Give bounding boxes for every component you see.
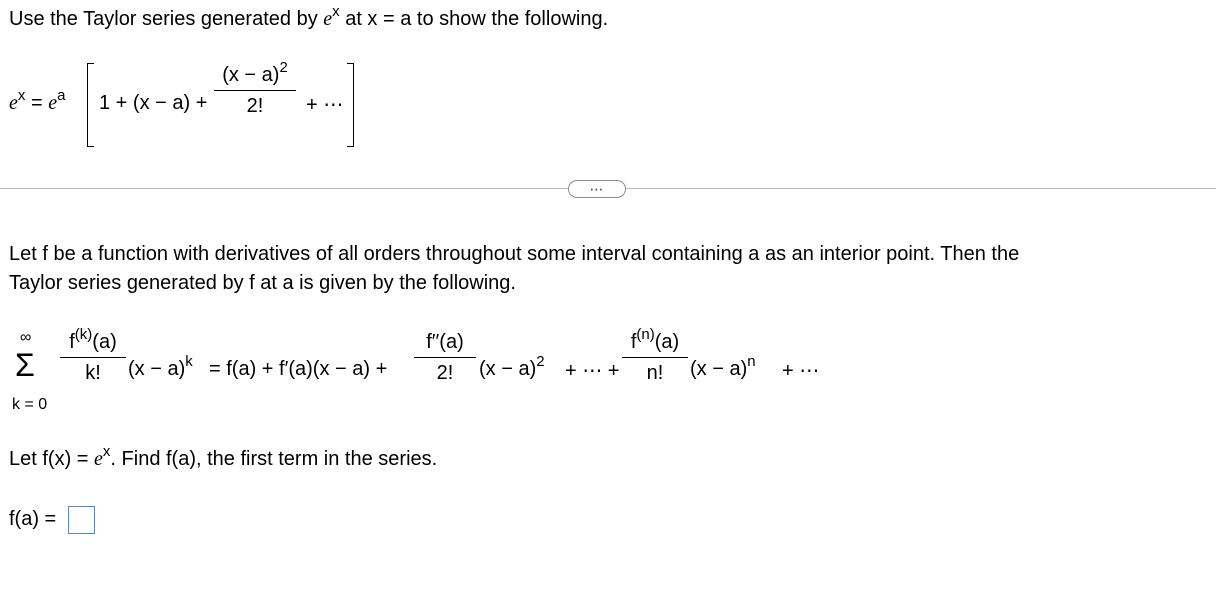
identity-lhs-e: e — [9, 92, 18, 114]
identity-fraction — [214, 59, 296, 118]
series-fraction-n — [622, 326, 688, 385]
series-term-k: $(x - a)^k$ — [128, 353, 193, 380]
series-expansion-start: = f(a) + f′(a)(x − a) + — [209, 358, 388, 380]
identity-lhs-x: x — [17, 87, 26, 104]
definition-line-2: Taylor series generated by f at a is given by the following. — [9, 272, 516, 294]
identity-fraction-denominator: 2! — [246, 95, 264, 117]
right-bracket — [347, 63, 354, 147]
answer-label: f(a) = — [9, 508, 57, 530]
identity-fraction-exponent: 2 — [279, 59, 288, 76]
ellipsis-icon: ⋯ — [589, 181, 605, 197]
series-fraction-k-bar — [60, 357, 126, 358]
series-term-k-exponent: k — [185, 353, 193, 370]
question-e: e — [94, 448, 103, 470]
series-term-n-exponent: n — [747, 353, 756, 370]
series-fraction-k-numerator: $f^{(k)}(a)$ — [69, 326, 117, 353]
identity-rhs-e: e — [48, 92, 58, 114]
intro-text — [9, 3, 609, 31]
identity-fraction-numerator: $(x - a)^2$ — [222, 59, 288, 86]
series-fraction-k — [60, 326, 126, 385]
series-fraction-second-denominator: 2! — [436, 362, 454, 384]
series-term-n: $(x - a)^n$ — [690, 353, 756, 380]
question-x-superscript: x — [102, 443, 111, 460]
series-fraction-n-bar — [622, 357, 688, 358]
sum-symbol: Σ — [15, 347, 35, 383]
series-fraction-n-denominator: n! — [646, 362, 664, 384]
identity-lhs — [9, 87, 66, 115]
series-fraction-second-bar — [414, 357, 476, 358]
series-fraction-second — [414, 331, 476, 385]
identity-tail: + ⋯ — [306, 94, 344, 116]
intro-after: at x = a to show the following. — [339, 8, 609, 30]
sum-lower-limit: k = 0 — [12, 396, 48, 413]
series-fraction-k-denominator: k! — [85, 362, 101, 384]
series-fraction-n-numerator: $f^{(n)}(a)$ — [630, 326, 680, 353]
identity-equals: = — [30, 92, 43, 114]
series-fraction-second-numerator: f′′(a) — [426, 331, 464, 353]
series-ellipsis-plus: + ⋯ + — [565, 360, 620, 382]
series-term-second-exponent: 2 — [536, 353, 545, 370]
sum-upper-limit: ∞ — [20, 329, 32, 346]
left-bracket — [87, 63, 94, 147]
series-tail: + ⋯ — [782, 360, 820, 382]
question-text: Let $f(x) = e^x$. Find f(a), the first term in the series. — [9, 443, 438, 470]
intro-x-superscript: x — [332, 3, 340, 20]
definition-line-1: Let f be a function with derivatives of all orders throughout some interval containing a as an interior point. Then the — [9, 243, 1020, 265]
identity-terms: 1 + (x − a) + — [99, 92, 208, 114]
intro-e: e — [323, 8, 333, 30]
intro-before: Use the Taylor series generated by — [9, 8, 324, 30]
series-term-second: $(x - a)^2$ — [479, 353, 545, 380]
identity-fraction-bar — [214, 90, 296, 91]
expand-toggle-button[interactable] — [568, 180, 626, 198]
identity-rhs-a: a — [57, 87, 66, 104]
answer-input[interactable] — [68, 506, 95, 534]
